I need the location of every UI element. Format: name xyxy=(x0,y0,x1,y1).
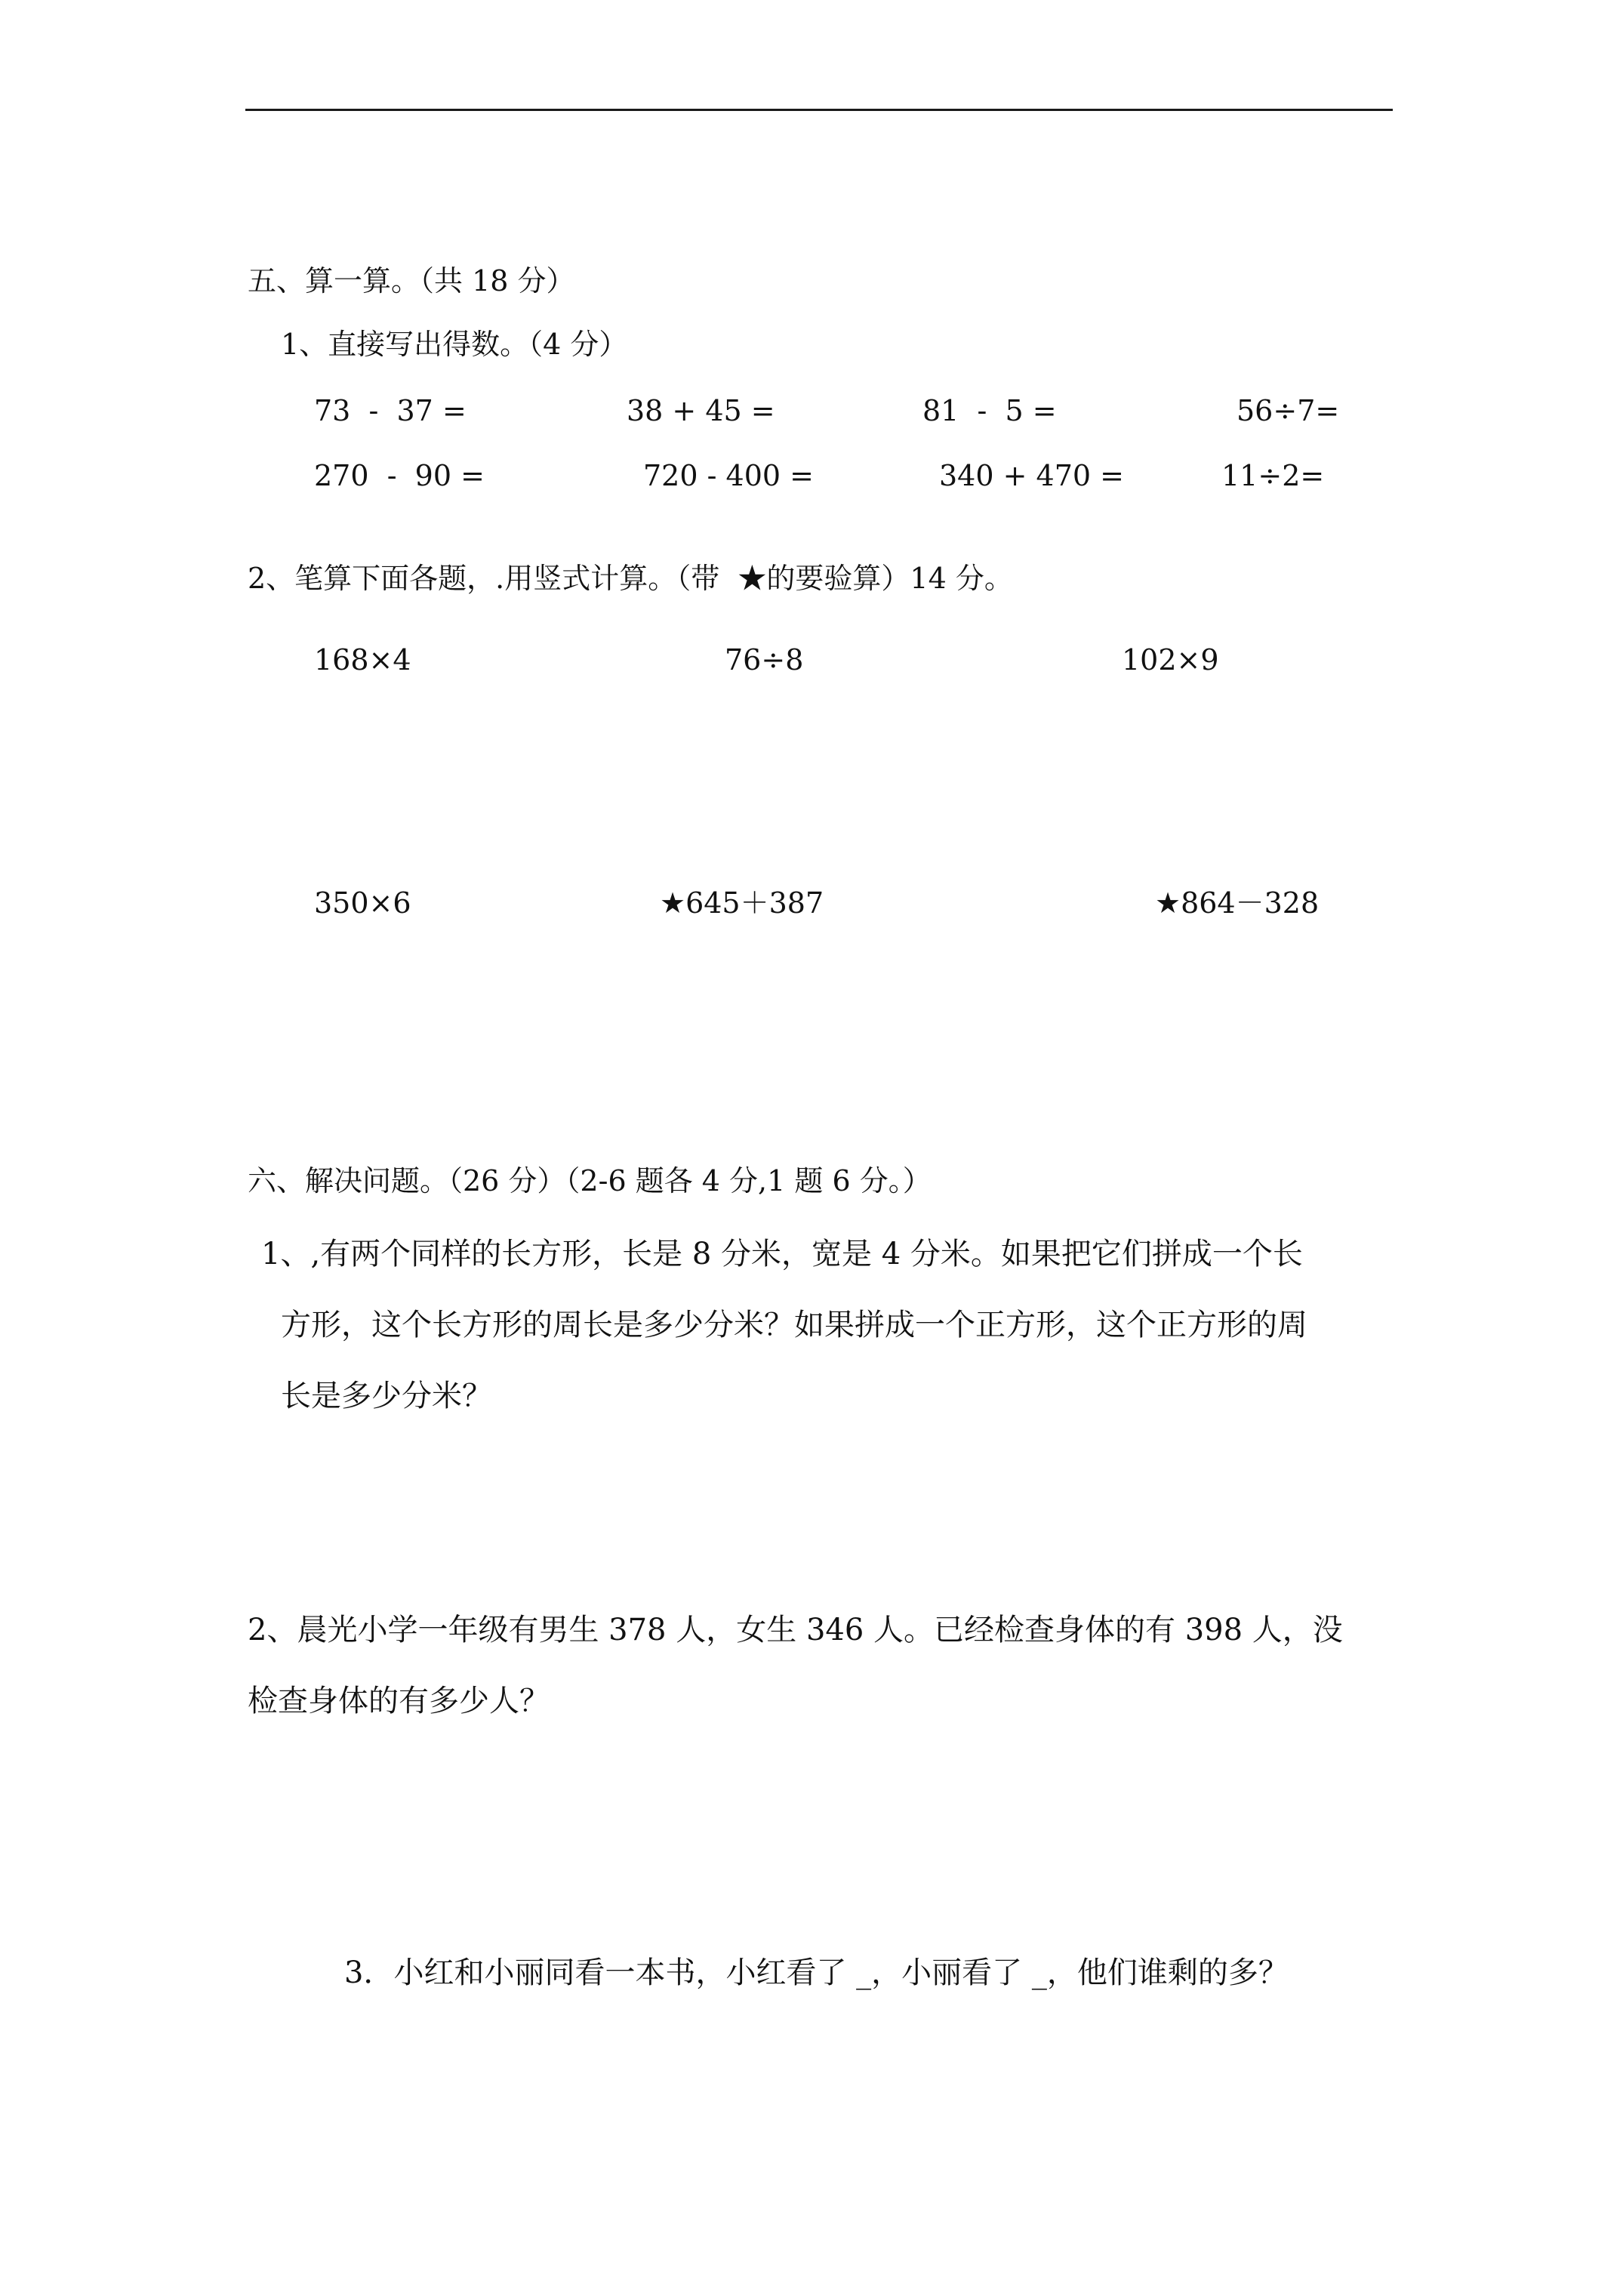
mental-math-item: 56÷7= xyxy=(1236,394,1340,427)
mental-math-item: 81 - 5 = xyxy=(922,394,1057,427)
written-calc-item: 102×9 xyxy=(1122,643,1219,676)
mental-math-item: 720 - 400 = xyxy=(643,459,814,492)
mental-math-item: 73 - 37 = xyxy=(314,394,467,427)
problem-line: 3．小红和小丽同看一本书，小红看了 _，小丽看了 _，他们谁剩的多？ xyxy=(344,1955,1289,1990)
written-calc-item: ★864－328 xyxy=(1155,886,1320,920)
mental-math-item: 38 + 45 = xyxy=(627,394,775,427)
header-rule xyxy=(245,109,1393,111)
word-problem-2 xyxy=(248,1595,1343,1737)
written-calc-item: ★645＋387 xyxy=(660,886,824,920)
problem-line: 检查身体的有多少人？ xyxy=(248,1684,550,1718)
problem-line: 2、晨光小学一年级有男生 378 人，女生 346 人。已经检查身体的有 398 人，没 xyxy=(248,1613,1343,1647)
written-calc-item: 168×4 xyxy=(314,643,411,676)
section-6-heading: 六、解决问题。（26 分）（2-6 题各 4 分,1 题 6 分。） xyxy=(248,1164,932,1197)
mental-math-item: 340 + 470 = xyxy=(939,459,1124,492)
word-problem-1 xyxy=(261,1219,1307,1432)
written-calc-item: 350×6 xyxy=(314,886,411,920)
mental-math-item: 270 - 90 = xyxy=(314,459,485,492)
section-5-heading: 五、算一算。（共 18 分） xyxy=(248,264,575,297)
question-1-title: 1、直接写出得数。（4 分） xyxy=(281,328,628,361)
written-calc-item: 76÷8 xyxy=(725,643,804,676)
problem-line: 长是多少分米？ xyxy=(281,1379,492,1413)
problem-line: 方形，这个长方形的周长是多少分米？如果拼成一个正方形，这个正方形的周 xyxy=(281,1308,1307,1342)
word-problem-3 xyxy=(344,1937,1289,2008)
question-2-title: 2、笔算下面各题，.用竖式计算。（带 ★的要验算）14 分。 xyxy=(248,562,1013,595)
mental-math-item: 11÷2= xyxy=(1221,459,1325,492)
problem-line: 1、,有两个同样的长方形，长是 8 分米，宽是 4 分米。如果把它们拼成一个长 xyxy=(261,1237,1303,1271)
